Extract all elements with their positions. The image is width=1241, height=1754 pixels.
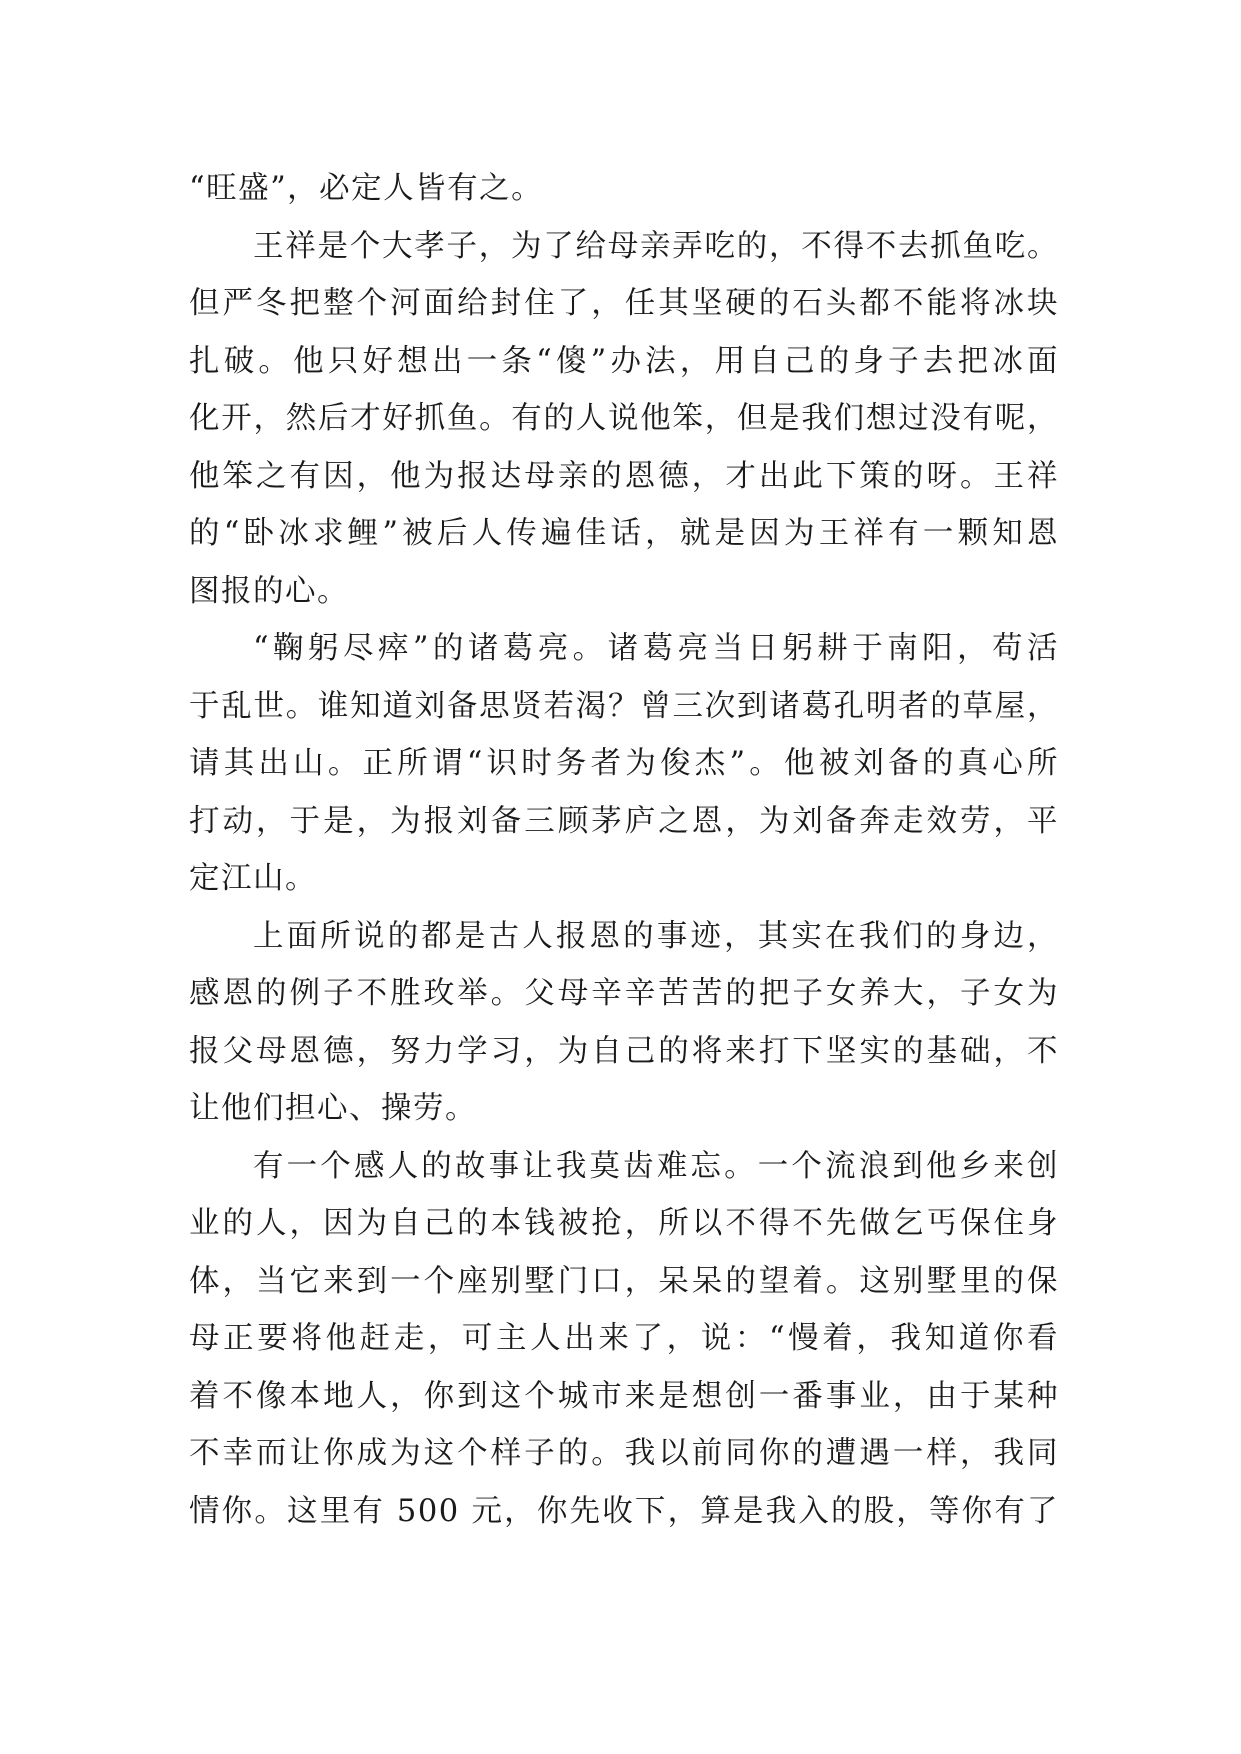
text-line: 母正要将他赶走，可主人出来了，说：“慢着，我知道你看 — [189, 1321, 1059, 1356]
text-line: 请其出山。正所谓“识时务者为俊杰”。他被刘备的真心所 — [189, 746, 1059, 781]
text-line: 他笨之有因，他为报达母亲的恩德，才出此下策的呀。王祥 — [189, 458, 1059, 494]
paragraph-3 — [189, 620, 1059, 908]
text-line: 于乱世。谁知道刘备思贤若渴？曾三次到诸葛孔明者的草屋， — [189, 688, 1059, 724]
text-line: 王祥是个大孝子，为了给母亲弄吃的，不得不去抓鱼吃。 — [253, 228, 1059, 264]
text-line: 打动，于是，为报刘备三顾茅庐之恩，为刘备奔走效劳，平 — [189, 803, 1059, 839]
text-line: 感恩的例子不胜玫举。父母辛辛苦苦的把子女养大，子女为 — [189, 976, 1059, 1011]
text-line: “旺盛”，必定人皆有之。 — [189, 171, 544, 206]
text-line: 定江山。 — [189, 861, 317, 896]
text-line: 情你。这里有 500 元，你先收下，算是我入的股，等你有了 — [189, 1493, 1059, 1529]
text-line: 体，当它来到一个座别墅门口，呆呆的望着。这别墅里的保 — [189, 1263, 1059, 1299]
text-line: 业的人，因为自己的本钱被抢，所以不得不先做乞丐保住身 — [189, 1206, 1059, 1241]
paragraph-5 — [189, 1138, 1059, 1541]
text-line: 图报的心。 — [189, 573, 349, 609]
text-line: 上面所说的都是古人报恩的事迹，其实在我们的身边， — [253, 918, 1059, 954]
document-body — [189, 160, 1059, 1540]
text-line: 不幸而让你成为这个样子的。我以前同你的遭遇一样，我同 — [189, 1436, 1059, 1471]
text-line: 的“卧冰求鲤”被后人传遍佳话，就是因为王祥有一颗知恩 — [189, 516, 1059, 551]
text-line: 但严冬把整个河面给封住了，任其坚硬的石头都不能将冰块 — [189, 286, 1059, 321]
paragraph-1 — [189, 160, 1059, 218]
text-line: 扎破。他只好想出一条“傻”办法，用自己的身子去把冰面 — [189, 343, 1059, 379]
text-line: “鞠躬尽瘁”的诸葛亮。诸葛亮当日躬耕于南阳，苟活 — [253, 631, 1059, 666]
text-line: 化开，然后才好抓鱼。有的人说他笨，但是我们想过没有呢， — [189, 401, 1059, 436]
paragraph-2 — [189, 218, 1059, 621]
text-line: 有一个感人的故事让我莫齿难忘。一个流浪到他乡来创 — [253, 1148, 1059, 1184]
text-line: 让他们担心、操劳。 — [189, 1091, 477, 1126]
text-line: 着不像本地人，你到这个城市来是想创一番事业，由于某种 — [189, 1378, 1059, 1414]
paragraph-4 — [189, 908, 1059, 1138]
text-line: 报父母恩德，努力学习，为自己的将来打下坚实的基础，不 — [189, 1033, 1059, 1069]
